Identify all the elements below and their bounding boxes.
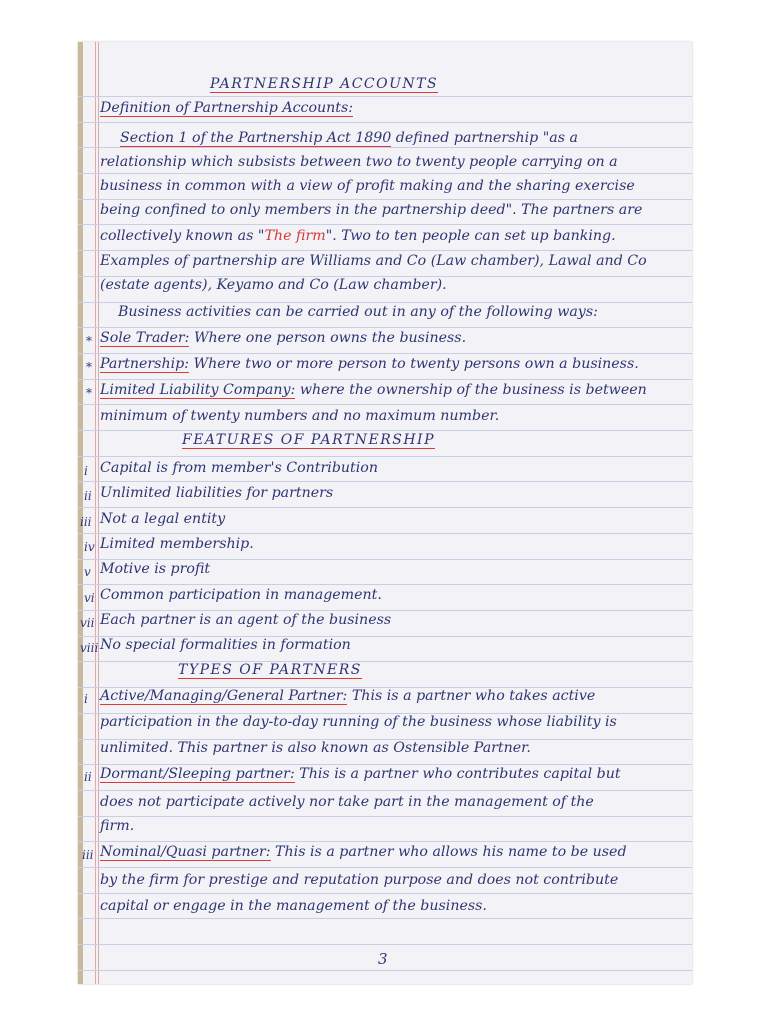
bullet-marker: * (86, 360, 92, 374)
term-dormant-partner: Dormant/Sleeping partner: (100, 766, 295, 782)
desc-sole-trader: Where one person owns the business. (189, 330, 467, 346)
business-item-partnership (100, 356, 639, 372)
term-sole-trader: Sole Trader: (100, 330, 190, 346)
desc-partnership: Where two or more person to twenty persons own a business. (188, 356, 639, 372)
the-firm-highlight: The firm (264, 228, 326, 244)
ruled-line (78, 944, 692, 945)
examples-line-1: Examples of partnership are Williams and Co (Law chamber), Lawal and Co (100, 253, 647, 269)
ruled-line (78, 816, 692, 817)
definition-heading (100, 100, 353, 116)
ruled-line (78, 918, 692, 919)
examples-line-2: (estate agents), Keyamo and Co (Law chamber). (100, 277, 447, 293)
type-dormant-partner-line-3: firm. (100, 818, 135, 834)
desc-nominal-partner: This is a partner who allows his name to be used (270, 844, 627, 860)
collective-text-a: collectively known as " (100, 228, 265, 244)
ruled-line (78, 841, 692, 842)
definition-line-1-rest: defined partnership "as a (391, 130, 578, 146)
feature-item: Each partner is an agent of the business (100, 611, 392, 628)
ruled-line (78, 224, 692, 225)
desc-dormant-partner: This is a partner who contributes capital but (294, 766, 621, 782)
ruled-line (78, 456, 692, 457)
feature-item: No special formalities in formation (100, 637, 351, 654)
type-dormant-partner-line-2: does not participate actively nor take part in the management of the (100, 794, 594, 810)
term-active-partner: Active/Managing/General Partner: (100, 688, 348, 704)
feature-item: Motive is profit (100, 561, 211, 578)
definition-line-5 (100, 228, 616, 244)
definition-line-4: being confined to only members in the partnership deed". The partners are (100, 202, 643, 218)
term-nominal-partner: Nominal/Quasi partner: (100, 844, 271, 860)
definition-line-3: business in common with a view of profit making and the sharing exercise (100, 178, 635, 194)
feature-marker: iv (84, 539, 95, 554)
desc-limited-liability-company: where the ownership of the business is between (295, 382, 647, 398)
margin-line-inner (98, 42, 99, 984)
ruled-line (78, 481, 692, 482)
type-active-partner (100, 688, 595, 704)
ruled-line (78, 893, 692, 894)
ruled-line (78, 173, 692, 174)
definition-line-1 (120, 130, 578, 146)
feature-item: Common participation in management. (100, 586, 382, 603)
feature-item: Capital is from member's Contribution (100, 460, 378, 476)
feature-marker: viii (80, 641, 99, 656)
ruled-line (78, 559, 692, 560)
ruled-line (78, 533, 692, 534)
feature-marker: ii (84, 489, 92, 504)
ruled-line (78, 96, 692, 97)
types-heading (178, 662, 362, 678)
page-title-text: PARTNERSHIP ACCOUNTS (210, 76, 439, 92)
ruled-line (78, 764, 692, 765)
feature-marker: v (84, 565, 91, 580)
feature-marker: iii (80, 514, 92, 529)
ruled-line (78, 661, 692, 662)
type-active-partner-line-3: unlimited. This partner is also known as Ostensible Partner. (100, 740, 531, 756)
type-nominal-partner (100, 844, 627, 860)
feature-marker: vii (80, 615, 95, 630)
ruled-line (78, 790, 692, 791)
desc-active-partner: This is a partner who takes active (347, 688, 596, 704)
act-reference: Section 1 of the Partnership Act 1890 (120, 130, 392, 146)
ruled-line (78, 430, 692, 431)
type-active-partner-line-2: participation in the day-to-day running of the business whose liability is (100, 714, 617, 730)
ruled-line (78, 199, 692, 200)
business-intro: Business activities can be carried out in any of the following ways: (118, 304, 598, 320)
type-nominal-partner-line-2: by the firm for prestige and reputation purpose and does not contribute (100, 872, 619, 888)
ruled-line (78, 379, 692, 380)
type-dormant-partner (100, 766, 621, 782)
bullet-marker: * (86, 386, 92, 400)
page-binding-edge (78, 42, 83, 984)
term-partnership: Partnership: (100, 356, 189, 372)
notebook-page (78, 42, 692, 984)
ruled-line (78, 970, 692, 971)
page-number: 3 (378, 950, 388, 968)
collective-text-b: ". Two to ten people can set up banking. (325, 228, 616, 244)
ruled-line (78, 327, 692, 328)
type-nominal-partner-line-3: capital or engage in the management of the business. (100, 898, 487, 914)
business-item-sole-trader (100, 330, 466, 346)
feature-item: Limited membership. (100, 535, 254, 552)
business-continuation: minimum of twenty numbers and no maximum number. (100, 408, 500, 424)
ruled-line (78, 122, 692, 123)
ruled-line (78, 867, 692, 868)
ruled-line (78, 584, 692, 585)
list-marker: iii (82, 848, 94, 862)
definition-heading-text: Definition of Partnership Accounts: (100, 100, 354, 116)
list-marker: i (84, 692, 88, 706)
ruled-line (78, 353, 692, 354)
feature-marker: vi (84, 590, 95, 605)
business-item-limited-company (100, 382, 647, 398)
ruled-line (78, 250, 692, 251)
feature-marker: i (84, 464, 88, 478)
definition-line-2: relationship which subsists between two to twenty people carrying on a (100, 154, 618, 170)
list-marker: ii (84, 770, 92, 784)
margin-line (95, 42, 96, 984)
features-heading-text: FEATURES OF PARTNERSHIP (182, 432, 435, 448)
types-heading-text: TYPES OF PARTNERS (178, 662, 362, 678)
feature-item: Unlimited liabilities for partners (100, 485, 334, 502)
term-limited-liability-company: Limited Liability Company: (100, 382, 296, 398)
ruled-line (78, 147, 692, 148)
ruled-line (78, 404, 692, 405)
ruled-line (78, 302, 692, 303)
feature-item: Not a legal entity (100, 510, 226, 527)
features-heading (182, 432, 435, 448)
bullet-marker: * (86, 334, 92, 348)
page-title (210, 76, 438, 92)
ruled-line (78, 507, 692, 508)
